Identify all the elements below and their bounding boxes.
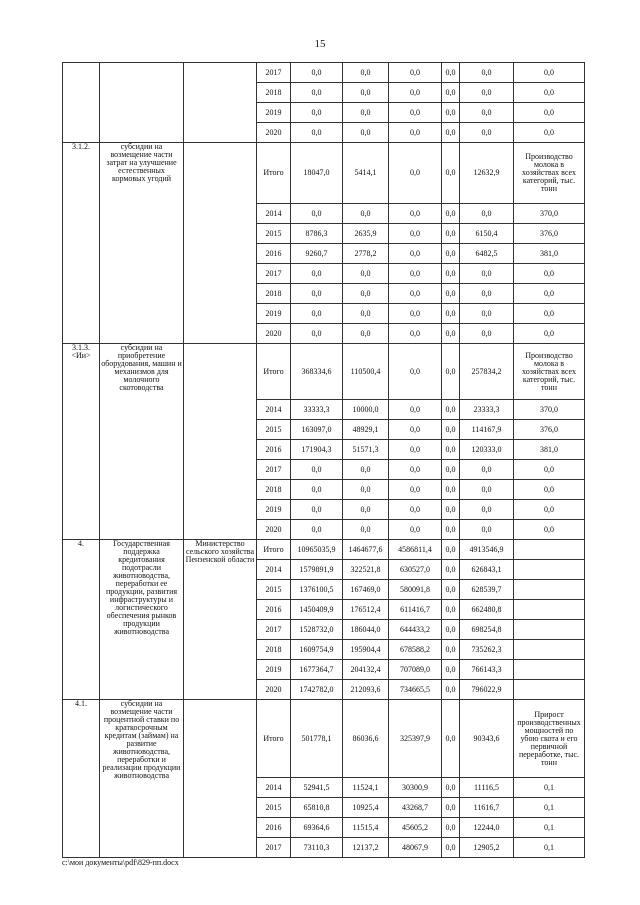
cell-c4: 120333,0 <box>460 440 514 460</box>
cell-total: 33333,3 <box>291 400 343 420</box>
group-name: субсидии на приобретение оборудования, машин и механизмов для молочного скотоводства <box>100 344 184 540</box>
cell-ind <box>514 660 585 680</box>
cell-year: 2020 <box>257 520 291 540</box>
cell-c4: 0,0 <box>460 63 514 83</box>
cell-c2: 707089,0 <box>389 660 442 680</box>
table-row <box>63 63 585 83</box>
cell-c2: 45605,2 <box>389 818 442 838</box>
cell-c1: 1464677,6 <box>343 540 389 560</box>
cell-c2: 0,0 <box>389 264 442 284</box>
cell-total: 73110,3 <box>291 838 343 858</box>
cell-c1: 186044,0 <box>343 620 389 640</box>
cell-c1: 10000,0 <box>343 400 389 420</box>
cell-c4: 0,0 <box>460 264 514 284</box>
cell-year: 2017 <box>257 63 291 83</box>
cell-c3: 0,0 <box>442 123 460 143</box>
cell-year: 2015 <box>257 224 291 244</box>
cell-ind: Прирост производственных мощностей по убою скота и его первичной переработке, тыс. тонн <box>514 700 585 778</box>
cell-total: 0,0 <box>291 63 343 83</box>
cell-ind: Производство молока в хозяйствах всех категорий, тыс. тонн <box>514 344 585 400</box>
cell-total: 9260,7 <box>291 244 343 264</box>
group-num: 4. <box>63 540 100 700</box>
cell-c3: 0,0 <box>442 500 460 520</box>
cell-year: Итого <box>257 344 291 400</box>
cell-c2: 678588,2 <box>389 640 442 660</box>
cell-c1: 176512,4 <box>343 600 389 620</box>
cell-c4: 12632,9 <box>460 143 514 204</box>
cell-ind: 0,0 <box>514 63 585 83</box>
cell-c2: 325397,9 <box>389 700 442 778</box>
cell-c4: 698254,8 <box>460 620 514 640</box>
cell-ind <box>514 560 585 580</box>
cell-c4: 90343,6 <box>460 700 514 778</box>
cell-year: 2015 <box>257 580 291 600</box>
cell-c2: 0,0 <box>389 520 442 540</box>
cell-year: 2019 <box>257 500 291 520</box>
cell-year: 2014 <box>257 204 291 224</box>
cell-c3: 0,0 <box>442 204 460 224</box>
footer-file-path: c:\мои документы\pdf\829-пп.docx <box>62 858 179 867</box>
group-exec <box>184 700 257 858</box>
cell-c2: 0,0 <box>389 440 442 460</box>
cell-ind: 370,0 <box>514 400 585 420</box>
cell-c2: 0,0 <box>389 420 442 440</box>
cell-c4: 11116,5 <box>460 778 514 798</box>
cell-c1: 0,0 <box>343 284 389 304</box>
cell-c3: 0,0 <box>442 83 460 103</box>
cell-c3: 0,0 <box>442 400 460 420</box>
cell-ind: 376,0 <box>514 420 585 440</box>
cell-ind: 0,0 <box>514 304 585 324</box>
cell-total: 8786,3 <box>291 224 343 244</box>
cell-total: 163097,0 <box>291 420 343 440</box>
cell-c4: 735262,3 <box>460 640 514 660</box>
cell-c2: 0,0 <box>389 304 442 324</box>
cell-ind <box>514 540 585 560</box>
cell-ind <box>514 680 585 700</box>
table-row <box>63 540 585 560</box>
cell-c1: 0,0 <box>343 520 389 540</box>
cell-total: 52941,5 <box>291 778 343 798</box>
group-exec: Министерство сельского хозяйства Пензенской области <box>184 540 257 700</box>
cell-c2: 0,0 <box>389 244 442 264</box>
cell-year: 2017 <box>257 264 291 284</box>
cell-c1: 195904,4 <box>343 640 389 660</box>
cell-ind: 0,0 <box>514 520 585 540</box>
cell-c1: 0,0 <box>343 123 389 143</box>
cell-ind: 0,0 <box>514 83 585 103</box>
cell-total: 1677364,7 <box>291 660 343 680</box>
cell-c4: 6482,5 <box>460 244 514 264</box>
cell-year: Итого <box>257 143 291 204</box>
cell-total: 69364,6 <box>291 818 343 838</box>
cell-total: 1376100,5 <box>291 580 343 600</box>
cell-c1: 0,0 <box>343 264 389 284</box>
cell-c2: 0,0 <box>389 344 442 400</box>
cell-year: 2019 <box>257 304 291 324</box>
cell-c1: 2635,9 <box>343 224 389 244</box>
cell-year: 2018 <box>257 480 291 500</box>
cell-ind: 370,0 <box>514 204 585 224</box>
cell-c4: 0,0 <box>460 83 514 103</box>
cell-c3: 0,0 <box>442 620 460 640</box>
cell-c1: 0,0 <box>343 480 389 500</box>
cell-year: 2015 <box>257 420 291 440</box>
cell-c1: 0,0 <box>343 63 389 83</box>
cell-c4: 0,0 <box>460 204 514 224</box>
cell-c3: 0,0 <box>442 103 460 123</box>
cell-c1: 0,0 <box>343 500 389 520</box>
cell-ind: 0,0 <box>514 103 585 123</box>
cell-c4: 257834,2 <box>460 344 514 400</box>
cell-c4: 6150,4 <box>460 224 514 244</box>
cell-ind: 0,0 <box>514 460 585 480</box>
cell-total: 0,0 <box>291 460 343 480</box>
cell-c3: 0,0 <box>442 440 460 460</box>
cell-ind: 381,0 <box>514 440 585 460</box>
cell-total: 10965035,9 <box>291 540 343 560</box>
cell-ind <box>514 580 585 600</box>
cell-c1: 0,0 <box>343 324 389 344</box>
cell-c2: 0,0 <box>389 460 442 480</box>
cell-year: Итого <box>257 700 291 778</box>
cell-ind <box>514 600 585 620</box>
cell-year: 2018 <box>257 640 291 660</box>
cell-ind: 0,1 <box>514 838 585 858</box>
cell-total: 0,0 <box>291 520 343 540</box>
cell-total: 368334,6 <box>291 344 343 400</box>
cell-total: 171904,3 <box>291 440 343 460</box>
cell-c1: 11524,1 <box>343 778 389 798</box>
cell-c4: 796022,9 <box>460 680 514 700</box>
cell-c3: 0,0 <box>442 700 460 778</box>
cell-c1: 110500,4 <box>343 344 389 400</box>
cell-c1: 0,0 <box>343 83 389 103</box>
cell-c4: 11616,7 <box>460 798 514 818</box>
cell-c1: 0,0 <box>343 103 389 123</box>
cell-c4: 0,0 <box>460 480 514 500</box>
cell-year: 2017 <box>257 620 291 640</box>
cell-c1: 204132,4 <box>343 660 389 680</box>
cell-total: 0,0 <box>291 264 343 284</box>
cell-c1: 86036,6 <box>343 700 389 778</box>
cell-year: 2020 <box>257 680 291 700</box>
group-name: субсидии на возмещение части затрат на улучшение естественных кормовых угодий <box>100 143 184 344</box>
cell-c4: 0,0 <box>460 304 514 324</box>
cell-c4: 0,0 <box>460 500 514 520</box>
cell-total: 0,0 <box>291 304 343 324</box>
cell-c2: 734665,5 <box>389 680 442 700</box>
cell-c3: 0,0 <box>442 540 460 560</box>
cell-c3: 0,0 <box>442 63 460 83</box>
cell-year: Итого <box>257 540 291 560</box>
cell-ind: 376,0 <box>514 224 585 244</box>
cell-c4: 0,0 <box>460 520 514 540</box>
cell-c4: 0,0 <box>460 284 514 304</box>
cell-c3: 0,0 <box>442 344 460 400</box>
cell-c2: 0,0 <box>389 123 442 143</box>
cell-c2: 0,0 <box>389 400 442 420</box>
cell-year: 2015 <box>257 798 291 818</box>
group-name: Государственная поддержка кредитования подотрасли животноводства, переработки ее продукции, развития инфраструктуры и логистического обеспечения рынков продукции животноводства <box>100 540 184 700</box>
cell-ind: 0,1 <box>514 798 585 818</box>
cell-c1: 11515,4 <box>343 818 389 838</box>
cell-c2: 630527,0 <box>389 560 442 580</box>
cell-c4: 0,0 <box>460 324 514 344</box>
cell-c3: 0,0 <box>442 480 460 500</box>
cell-c4: 0,0 <box>460 103 514 123</box>
cell-c1: 167469,0 <box>343 580 389 600</box>
cell-c2: 644433,2 <box>389 620 442 640</box>
cell-c1: 322521,8 <box>343 560 389 580</box>
cell-ind: 0,1 <box>514 778 585 798</box>
cell-total: 65810,8 <box>291 798 343 818</box>
cell-year: 2016 <box>257 440 291 460</box>
cell-c3: 0,0 <box>442 798 460 818</box>
group-exec <box>184 143 257 344</box>
cell-c3: 0,0 <box>442 778 460 798</box>
cell-c4: 114167,9 <box>460 420 514 440</box>
cell-c4: 12244,0 <box>460 818 514 838</box>
cell-c3: 0,0 <box>442 244 460 264</box>
cell-total: 1450409,9 <box>291 600 343 620</box>
cell-c2: 0,0 <box>389 224 442 244</box>
page-number: 15 <box>314 38 326 50</box>
cell-c4: 662480,8 <box>460 600 514 620</box>
cell-ind: 0,0 <box>514 500 585 520</box>
group-name <box>100 63 184 143</box>
table-row <box>63 344 585 400</box>
cell-c2: 48067,9 <box>389 838 442 858</box>
cell-c1: 51571,3 <box>343 440 389 460</box>
cell-year: 2014 <box>257 400 291 420</box>
cell-c1: 212093,6 <box>343 680 389 700</box>
group-exec <box>184 63 257 143</box>
cell-total: 0,0 <box>291 480 343 500</box>
cell-year: 2020 <box>257 123 291 143</box>
cell-year: 2016 <box>257 600 291 620</box>
cell-ind: 0,0 <box>514 284 585 304</box>
cell-c1: 0,0 <box>343 460 389 480</box>
cell-year: 2014 <box>257 778 291 798</box>
cell-c4: 0,0 <box>460 123 514 143</box>
cell-c3: 0,0 <box>442 818 460 838</box>
cell-year: 2014 <box>257 560 291 580</box>
cell-c2: 0,0 <box>389 63 442 83</box>
cell-c4: 628539,7 <box>460 580 514 600</box>
cell-year: 2017 <box>257 460 291 480</box>
cell-c3: 0,0 <box>442 264 460 284</box>
cell-year: 2018 <box>257 284 291 304</box>
cell-ind: Производство молока в хозяйствах всех категорий, тыс. тонн <box>514 143 585 204</box>
cell-ind: 0,0 <box>514 123 585 143</box>
cell-c4: 12905,2 <box>460 838 514 858</box>
cell-c3: 0,0 <box>442 304 460 324</box>
cell-c2: 43268,7 <box>389 798 442 818</box>
cell-c3: 0,0 <box>442 838 460 858</box>
cell-c1: 48929,1 <box>343 420 389 440</box>
cell-year: 2016 <box>257 244 291 264</box>
cell-c2: 0,0 <box>389 324 442 344</box>
cell-c2: 0,0 <box>389 143 442 204</box>
cell-year: 2019 <box>257 103 291 123</box>
cell-total: 0,0 <box>291 83 343 103</box>
cell-c1: 5414,1 <box>343 143 389 204</box>
cell-total: 0,0 <box>291 123 343 143</box>
cell-c2: 0,0 <box>389 500 442 520</box>
group-num: 3.1.3. <Ии> <box>63 344 100 540</box>
cell-ind: 0,1 <box>514 818 585 838</box>
cell-total: 0,0 <box>291 103 343 123</box>
cell-c2: 580091,8 <box>389 580 442 600</box>
cell-c3: 0,0 <box>442 284 460 304</box>
cell-c3: 0,0 <box>442 224 460 244</box>
cell-c2: 4586811,4 <box>389 540 442 560</box>
cell-total: 0,0 <box>291 204 343 224</box>
cell-year: 2018 <box>257 83 291 103</box>
cell-c3: 0,0 <box>442 680 460 700</box>
cell-c3: 0,0 <box>442 640 460 660</box>
table-row <box>63 700 585 778</box>
cell-c2: 0,0 <box>389 480 442 500</box>
group-num <box>63 63 100 143</box>
table-row <box>63 143 585 204</box>
cell-c1: 2778,2 <box>343 244 389 264</box>
cell-c2: 0,0 <box>389 83 442 103</box>
cell-c2: 30300,9 <box>389 778 442 798</box>
cell-c2: 0,0 <box>389 284 442 304</box>
cell-c3: 0,0 <box>442 560 460 580</box>
cell-c3: 0,0 <box>442 520 460 540</box>
cell-year: 2016 <box>257 818 291 838</box>
cell-c3: 0,0 <box>442 580 460 600</box>
cell-c3: 0,0 <box>442 143 460 204</box>
budget-table <box>62 62 585 858</box>
cell-total: 1609754,9 <box>291 640 343 660</box>
cell-ind: 381,0 <box>514 244 585 264</box>
cell-total: 1579891,9 <box>291 560 343 580</box>
cell-total: 18047,0 <box>291 143 343 204</box>
cell-c4: 766143,3 <box>460 660 514 680</box>
group-name: субсидии на возмещение части процентной ставки по краткосрочным кредитам (займам) на развитие животноводства, переработки и реализации продукции животноводства <box>100 700 184 858</box>
cell-year: 2019 <box>257 660 291 680</box>
cell-total: 1742782,0 <box>291 680 343 700</box>
cell-total: 501778,1 <box>291 700 343 778</box>
group-num: 3.1.2. <box>63 143 100 344</box>
cell-ind: 0,0 <box>514 480 585 500</box>
cell-total: 0,0 <box>291 284 343 304</box>
cell-c3: 0,0 <box>442 600 460 620</box>
cell-c1: 12137,2 <box>343 838 389 858</box>
cell-c4: 0,0 <box>460 460 514 480</box>
cell-total: 0,0 <box>291 324 343 344</box>
cell-c3: 0,0 <box>442 660 460 680</box>
cell-ind: 0,0 <box>514 324 585 344</box>
group-exec <box>184 344 257 540</box>
cell-c2: 0,0 <box>389 103 442 123</box>
cell-year: 2017 <box>257 838 291 858</box>
cell-c4: 4913546,9 <box>460 540 514 560</box>
cell-c3: 0,0 <box>442 324 460 344</box>
cell-c1: 0,0 <box>343 304 389 324</box>
cell-year: 2020 <box>257 324 291 344</box>
cell-c1: 0,0 <box>343 204 389 224</box>
cell-c3: 0,0 <box>442 460 460 480</box>
cell-c4: 23333,3 <box>460 400 514 420</box>
cell-c2: 0,0 <box>389 204 442 224</box>
cell-total: 1528732,0 <box>291 620 343 640</box>
cell-ind <box>514 620 585 640</box>
cell-c4: 626843,1 <box>460 560 514 580</box>
cell-total: 0,0 <box>291 500 343 520</box>
cell-c1: 10925,4 <box>343 798 389 818</box>
cell-ind: 0,0 <box>514 264 585 284</box>
cell-c2: 611416,7 <box>389 600 442 620</box>
cell-ind <box>514 640 585 660</box>
group-num: 4.1. <box>63 700 100 858</box>
cell-c3: 0,0 <box>442 420 460 440</box>
